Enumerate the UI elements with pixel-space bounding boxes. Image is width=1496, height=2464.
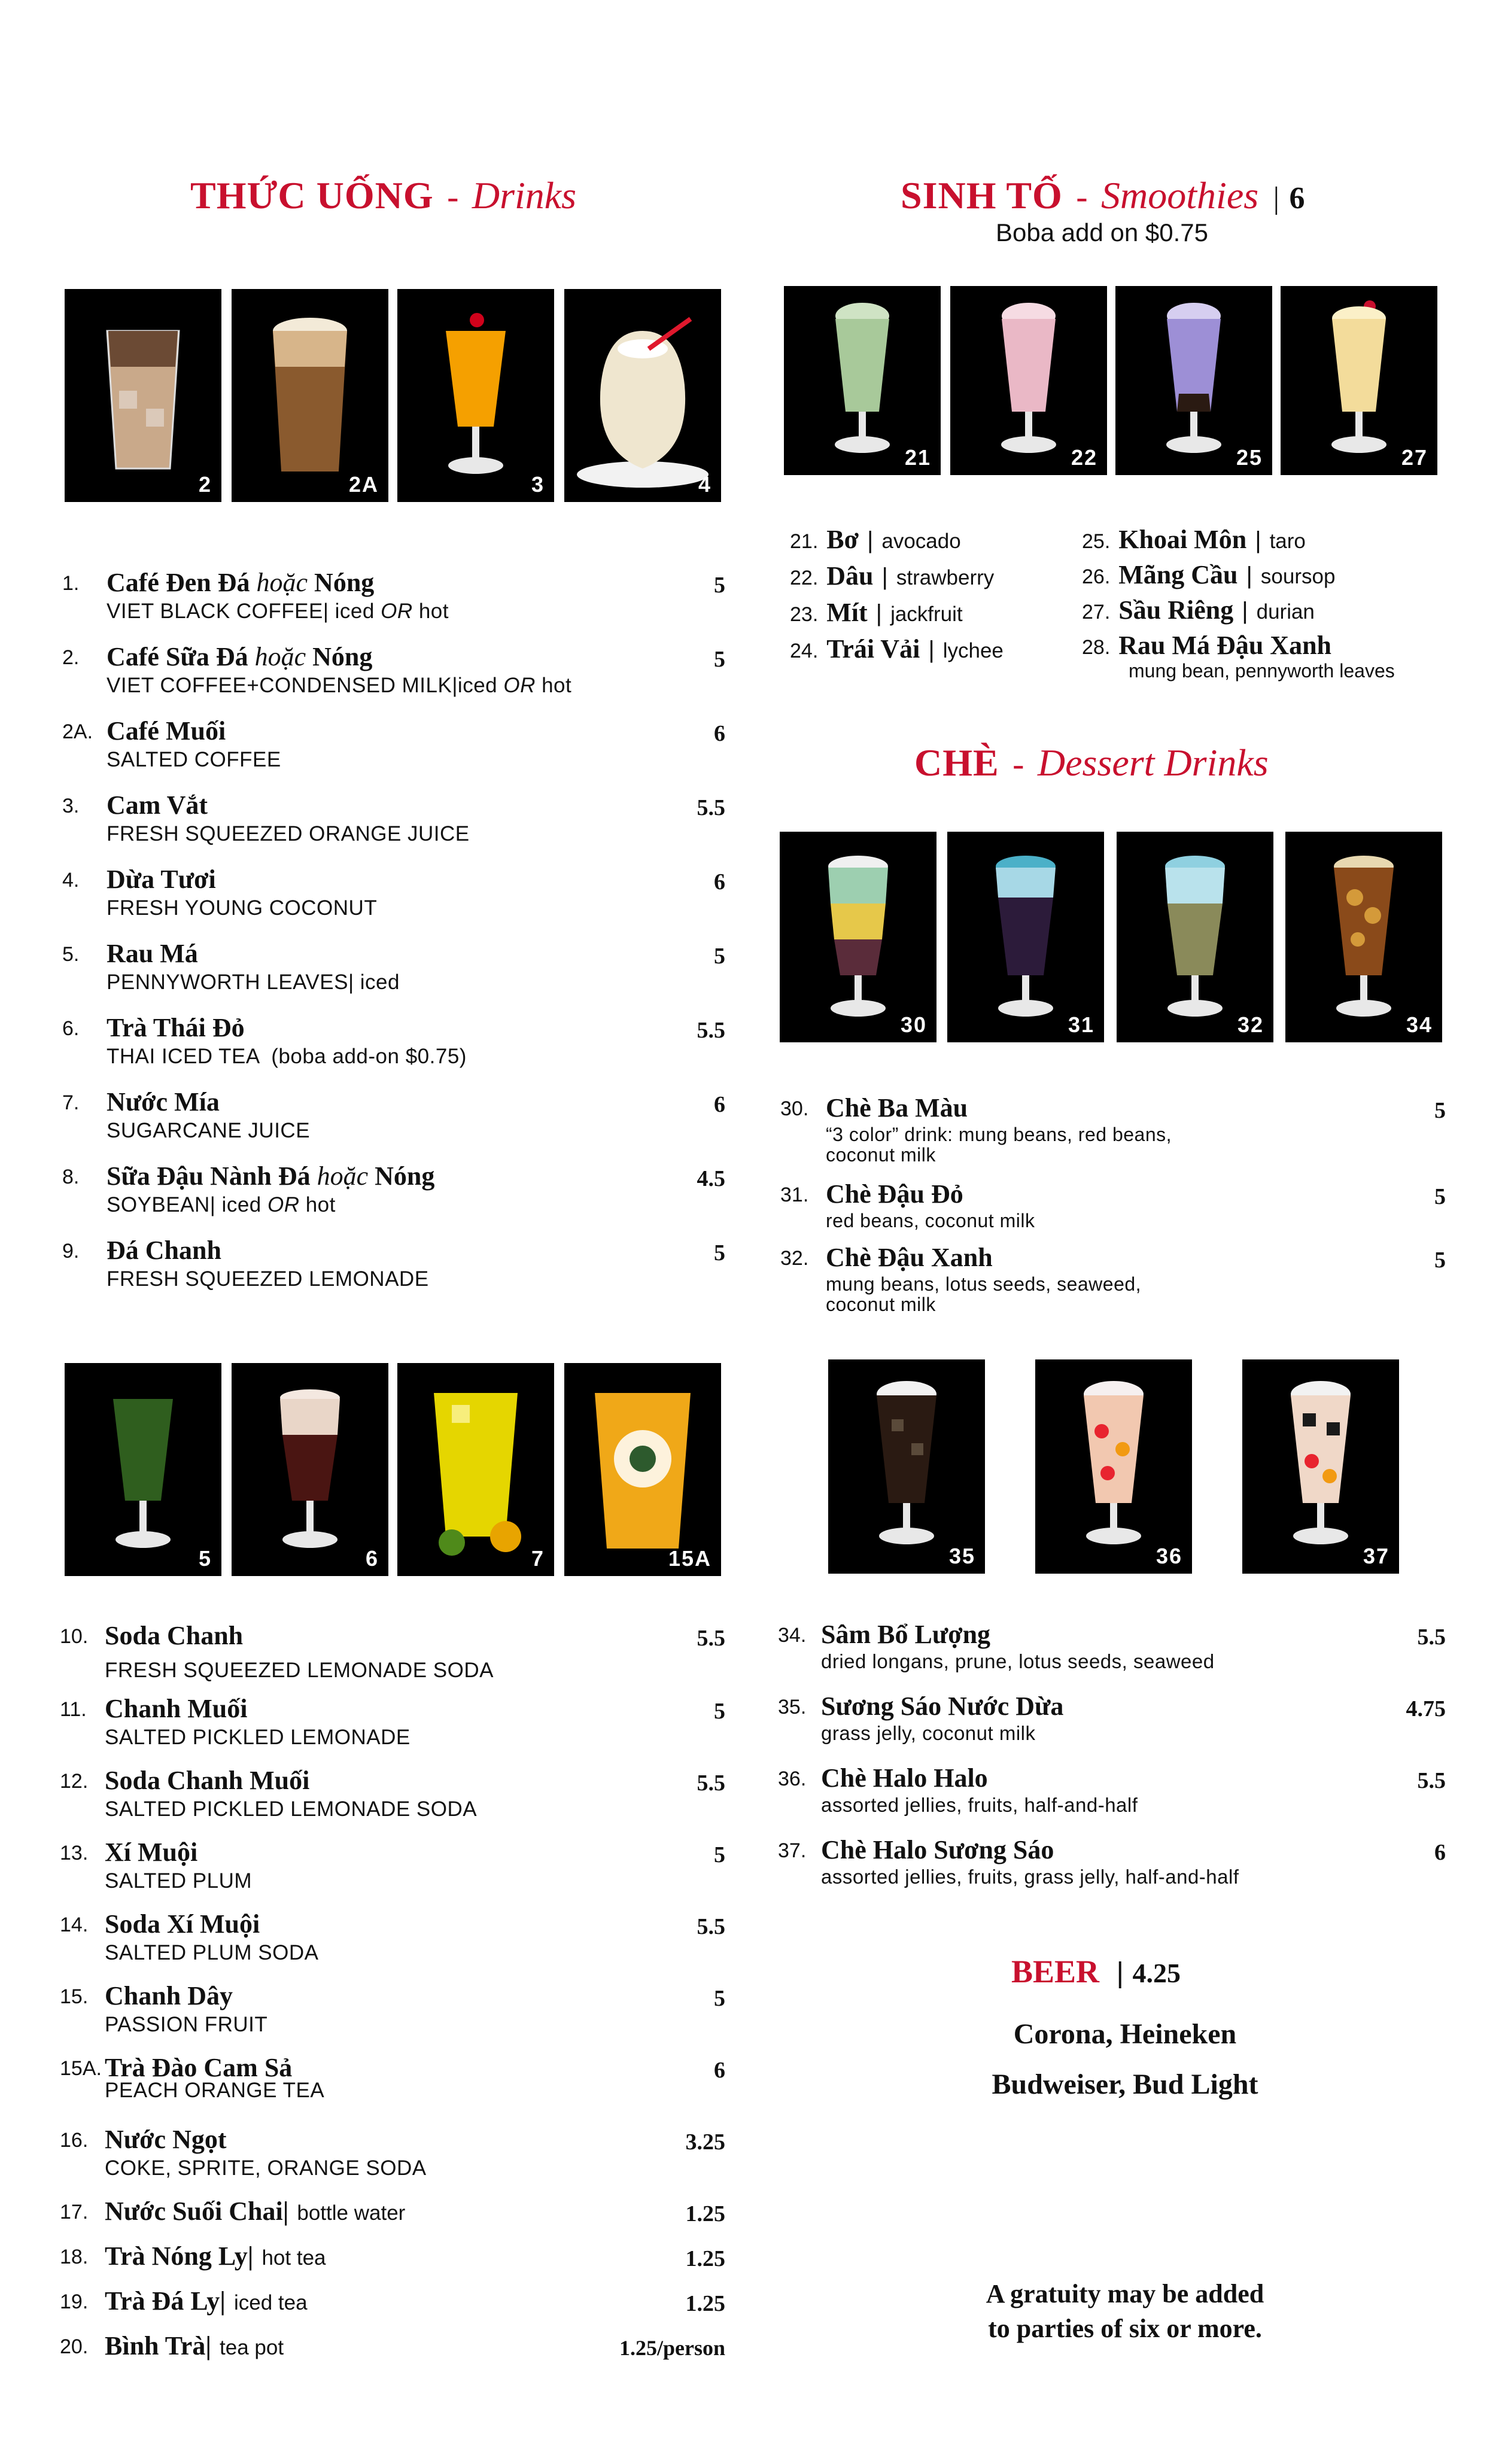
photo-number: 32 xyxy=(1237,1012,1264,1037)
item-title: Chè Ba Màu xyxy=(826,1093,968,1123)
item-price: 5 xyxy=(714,1842,725,1867)
photo-number: 22 xyxy=(1071,445,1097,470)
che-photo-36 xyxy=(1035,1359,1192,1574)
item-title: Trà Đào Cam Sả xyxy=(105,2053,293,2082)
item-subtitle: SALTED PICKLED LEMONADE xyxy=(105,1726,411,1749)
item-price: 5.5 xyxy=(697,1771,725,1796)
smoothie-item-28: 28. Rau Má Đậu Xanh xyxy=(1082,631,1332,660)
item-title: Đá Chanh xyxy=(107,1236,221,1265)
item-subtitle: PEACH ORANGE TEA xyxy=(105,2079,325,2102)
smoothie-item-27: 27. Sầu Riêng | durian xyxy=(1082,595,1315,625)
che-photo-35 xyxy=(828,1359,985,1574)
item-title: Soda Chanh xyxy=(105,1621,244,1650)
item-number: 30. xyxy=(780,1097,809,1120)
item-price: 5.5 xyxy=(697,795,725,820)
halo-halo-dessert-image xyxy=(1072,1377,1156,1557)
item-subtitle: FRESH SQUEEZED ORANGE JUICE xyxy=(107,822,470,845)
avocado-smoothie-image xyxy=(820,298,904,466)
smoothie-item-26: 26. Mãng Cầu | soursop xyxy=(1082,560,1336,589)
item-number: 34. xyxy=(778,1624,807,1647)
drink-photo-5 xyxy=(65,1363,221,1576)
item-price: 5 xyxy=(714,944,725,969)
item-number: 11. xyxy=(60,1698,87,1721)
item-number: 14. xyxy=(60,1914,89,1936)
photo-number: 21 xyxy=(904,445,931,470)
drink-photo-7 xyxy=(397,1363,554,1576)
item-number: 3. xyxy=(62,795,80,817)
item-subtitle: VIET COFFEE+CONDENSED MILK|iced OR hot xyxy=(107,674,572,697)
item-title: Cam Vắt xyxy=(107,790,208,820)
strawberry-smoothie-image xyxy=(987,298,1071,466)
item-title: Chè Halo Sương Sáo xyxy=(821,1835,1054,1864)
item-number: 12. xyxy=(60,1770,89,1793)
drinks-header-vi: THỨC UỐNG xyxy=(190,174,434,217)
item-price: 3.25 xyxy=(685,2130,725,2155)
item-price: 6 xyxy=(714,2058,725,2083)
item-desc: coconut milk xyxy=(826,1144,936,1166)
item-title: Chanh Dây xyxy=(105,1981,233,2010)
beer-brands-line1: Corona, Heineken xyxy=(1013,2018,1237,2050)
photo-number: 6 xyxy=(365,1546,379,1571)
smoothies-price: 6 xyxy=(1289,181,1305,215)
item-title: Nước Ngọt xyxy=(105,2125,227,2154)
item-number: 20. xyxy=(60,2335,89,2358)
item-subtitle: COKE, SPRITE, ORANGE SODA xyxy=(105,2156,427,2180)
item-title: Chè Đậu Đỏ xyxy=(826,1179,963,1209)
photo-number: 2A xyxy=(348,472,379,497)
drink-photo-2a xyxy=(232,289,388,502)
che-header-vi: CHÈ xyxy=(914,741,999,784)
item-subtitle: FRESH YOUNG COCONUT xyxy=(107,896,378,920)
gratuity-notice-line1: A gratuity may be added xyxy=(986,2279,1264,2308)
item-number: 2. xyxy=(62,646,80,669)
item-price: 5.5 xyxy=(1417,1768,1446,1793)
photo-number: 15A xyxy=(668,1546,711,1571)
beer-header xyxy=(1011,1953,1181,1990)
che-header-dash: - xyxy=(1012,744,1024,783)
pennywort-drink-image xyxy=(101,1381,185,1560)
item-subtitle: FRESH SQUEEZED LEMONADE SODA xyxy=(105,1659,494,1682)
photo-number: 37 xyxy=(1363,1544,1389,1568)
smoothie-photo-25 xyxy=(1115,286,1272,475)
item-desc: coconut milk xyxy=(826,1294,936,1315)
smoothie-photo-22 xyxy=(950,286,1107,475)
item-number: 9. xyxy=(62,1240,80,1263)
item-title: Dừa Tươi xyxy=(107,865,216,894)
photo-number: 25 xyxy=(1236,445,1263,470)
photo-number: 3 xyxy=(531,472,545,497)
drinks-header-en: Drinks xyxy=(472,174,577,217)
item-price: 5 xyxy=(714,647,725,672)
item-price: 4.5 xyxy=(697,1166,725,1191)
item-price: 1.25/person xyxy=(619,2336,725,2360)
che-photo-37 xyxy=(1242,1359,1399,1574)
item-number: 2A. xyxy=(62,720,93,743)
item-price: 5 xyxy=(1434,1184,1446,1209)
photo-number: 7 xyxy=(531,1546,545,1571)
photo-number: 36 xyxy=(1156,1544,1182,1568)
item-price: 5.5 xyxy=(697,1626,725,1651)
durian-smoothie-image xyxy=(1317,298,1401,466)
item-title: Café Sữa Đá hoặc Nóng xyxy=(107,642,373,671)
smoothies-header-bar: | xyxy=(1273,181,1280,215)
photo-number: 4 xyxy=(698,472,711,497)
smoothies-header-en: Smoothies xyxy=(1101,174,1259,217)
lemonade-image xyxy=(410,1381,542,1560)
item-number: 13. xyxy=(60,1842,89,1864)
item-desc: assorted jellies, fruits, grass jelly, half-and-half xyxy=(821,1866,1239,1888)
photo-number: 31 xyxy=(1068,1012,1094,1037)
che-photo-32 xyxy=(1117,832,1273,1042)
drink-photo-6 xyxy=(232,1363,388,1576)
item-subtitle: PASSION FRUIT xyxy=(105,2013,268,2036)
item-title: Soda Xí Muội xyxy=(105,1909,260,1939)
beer-title: BEER xyxy=(1011,1954,1100,1990)
item-price: 5 xyxy=(714,1986,725,2011)
item-subtitle: THAI ICED TEA (boba add-on $0.75) xyxy=(107,1045,467,1068)
smoothies-header xyxy=(901,174,1305,218)
item-price: 6 xyxy=(1434,1840,1446,1865)
item-title: Rau Má xyxy=(107,939,198,968)
item-price: 5 xyxy=(1434,1098,1446,1123)
item-number: 15. xyxy=(60,1985,89,2008)
item-price: 5 xyxy=(1434,1248,1446,1273)
item-number: 5. xyxy=(62,943,80,966)
item-subtitle: SUGARCANE JUICE xyxy=(107,1119,311,1142)
item-number: 31. xyxy=(780,1184,809,1206)
red-bean-dessert-image xyxy=(984,850,1068,1029)
item-number: 1. xyxy=(62,572,80,595)
item-subtitle: FRESH SQUEEZED LEMONADE xyxy=(107,1267,429,1291)
item-title: Sương Sáo Nước Dừa xyxy=(821,1692,1064,1721)
item-title: Chè Halo Halo xyxy=(821,1763,988,1793)
halo-grass-jelly-dessert-image xyxy=(1279,1377,1363,1557)
item-title: Nước Mía xyxy=(107,1087,220,1117)
item-number: 17. xyxy=(60,2201,89,2223)
smoothie-item-24: 24. Trái Vải | lychee xyxy=(790,634,1004,664)
smoothies-header-vi: SINH TỐ xyxy=(901,174,1063,217)
che-photo-31 xyxy=(947,832,1104,1042)
drink-photo-2 xyxy=(65,289,221,502)
coconut-image xyxy=(571,313,714,492)
photo-number: 5 xyxy=(198,1546,212,1571)
item-number: 36. xyxy=(778,1768,807,1790)
item-subtitle: SALTED COFFEE xyxy=(107,748,281,771)
item-subtitle: SOYBEAN| iced OR hot xyxy=(107,1193,336,1216)
smoothie-item-23: 23. Mít | jackfruit xyxy=(790,598,963,627)
item-subtitle: SALTED PLUM xyxy=(105,1869,253,1893)
item-number: 10. xyxy=(60,1625,89,1648)
smoothie-photo-21 xyxy=(784,286,941,475)
mung-bean-dessert-image xyxy=(1153,850,1237,1029)
item-desc: assorted jellies, fruits, half-and-half xyxy=(821,1794,1138,1816)
item-subtitle: SALTED PLUM SODA xyxy=(105,1941,319,1964)
item-price: 5 xyxy=(714,573,725,598)
item-price: 6 xyxy=(714,721,725,746)
beer-bar: | xyxy=(1116,1957,1124,1989)
smoothie-item-22: 22. Dâu | strawberry xyxy=(790,561,995,591)
che-photo-34 xyxy=(1285,832,1442,1042)
drink-photo-15a xyxy=(564,1363,721,1576)
item-title: Chanh Muối xyxy=(105,1694,248,1723)
item-number: 32. xyxy=(780,1247,809,1270)
item-desc: grass jelly, coconut milk xyxy=(821,1722,1036,1744)
che-header xyxy=(914,741,1269,785)
item-title: Trà Đá Ly| iced tea xyxy=(105,2286,308,2316)
photo-number: 34 xyxy=(1406,1012,1433,1037)
item-number: 19. xyxy=(60,2290,89,2313)
item-title: Sữa Đậu Nành Đá hoặc Nóng xyxy=(107,1161,435,1191)
item-price: 5 xyxy=(714,1699,725,1724)
che-header-en: Dessert Drinks xyxy=(1037,741,1269,784)
item-subtitle: PENNYWORTH LEAVES| iced xyxy=(107,971,400,994)
item-title: Café Đen Đá hoặc Nóng xyxy=(107,568,375,597)
peach-tea-image xyxy=(577,1381,709,1560)
item-title: Trà Thái Đỏ xyxy=(107,1013,245,1042)
che-photo-30 xyxy=(780,832,936,1042)
grass-jelly-dessert-image xyxy=(865,1377,948,1557)
item-number: 7. xyxy=(62,1091,80,1114)
photo-number: 2 xyxy=(198,472,212,497)
item-price: 5.5 xyxy=(697,1914,725,1939)
item-price: 6 xyxy=(714,1092,725,1117)
longan-dessert-image xyxy=(1322,850,1406,1029)
smoothies-header-dash: - xyxy=(1076,177,1088,216)
item-number: 15A. xyxy=(60,2057,102,2080)
smoothie-item-28-note: mung bean, pennyworth leaves xyxy=(1129,660,1395,682)
item-price: 4.75 xyxy=(1406,1696,1446,1721)
item-price: 1.25 xyxy=(685,2201,725,2226)
item-title: Chè Đậu Xanh xyxy=(826,1243,993,1272)
item-title: Xí Muội xyxy=(105,1838,198,1867)
smoothie-item-25: 25. Khoai Môn | taro xyxy=(1082,525,1306,554)
item-desc: dried longans, prune, lotus seeds, seaweed xyxy=(821,1650,1215,1672)
item-title: Nước Suối Chai| bottle water xyxy=(105,2197,406,2226)
item-subtitle: SALTED PICKLED LEMONADE SODA xyxy=(105,1797,478,1821)
item-title: Sâm Bổ Lượng xyxy=(821,1620,991,1649)
item-title: Trà Nóng Ly| hot tea xyxy=(105,2241,326,2271)
photo-number: 30 xyxy=(900,1012,927,1037)
drink-photo-4 xyxy=(564,289,721,502)
item-price: 6 xyxy=(714,869,725,895)
item-number: 35. xyxy=(778,1696,807,1718)
item-number: 18. xyxy=(60,2246,89,2268)
photo-number: 35 xyxy=(948,1544,975,1568)
drinks-header-dash: - xyxy=(447,177,459,216)
coffee-milk-image xyxy=(262,313,358,480)
item-desc: red beans, coconut milk xyxy=(826,1210,1035,1231)
item-price: 1.25 xyxy=(685,2291,725,2316)
iced-coffee-image xyxy=(95,319,191,474)
item-number: 6. xyxy=(62,1017,80,1040)
item-price: 5.5 xyxy=(697,1018,725,1043)
beer-price: 4.25 xyxy=(1132,1958,1181,1988)
item-price: 5.5 xyxy=(1417,1625,1446,1650)
item-number: 8. xyxy=(62,1166,80,1188)
item-desc: “3 color” drink: mung beans, red beans, xyxy=(826,1124,1172,1145)
item-number: 37. xyxy=(778,1839,807,1862)
item-title: Soda Chanh Muối xyxy=(105,1766,310,1795)
item-price: 5 xyxy=(714,1240,725,1266)
beer-brands-line2: Budweiser, Bud Light xyxy=(992,2068,1258,2100)
drink-photo-3 xyxy=(397,289,554,502)
drinks-header xyxy=(190,174,576,218)
item-title: Café Muối xyxy=(107,716,226,746)
taro-smoothie-image xyxy=(1152,298,1236,466)
item-number: 4. xyxy=(62,869,80,892)
orange-juice-image xyxy=(434,307,518,486)
item-title: Bình Trà| tea pot xyxy=(105,2331,284,2360)
gratuity-notice-line2: to parties of six or more. xyxy=(988,2314,1262,2343)
item-price: 1.25 xyxy=(685,2246,725,2271)
three-color-dessert-image xyxy=(816,850,900,1029)
thai-tea-image xyxy=(268,1381,352,1560)
smoothie-item-21: 21. Bơ | avocado xyxy=(790,525,961,554)
item-desc: mung beans, lotus seeds, seaweed, xyxy=(826,1273,1142,1295)
smoothies-boba-note: Boba add on $0.75 xyxy=(996,218,1208,247)
item-subtitle: VIET BLACK COFFEE| iced OR hot xyxy=(107,600,449,623)
photo-number: 27 xyxy=(1401,445,1428,470)
item-number: 16. xyxy=(60,2129,89,2152)
smoothie-photo-27 xyxy=(1281,286,1437,475)
